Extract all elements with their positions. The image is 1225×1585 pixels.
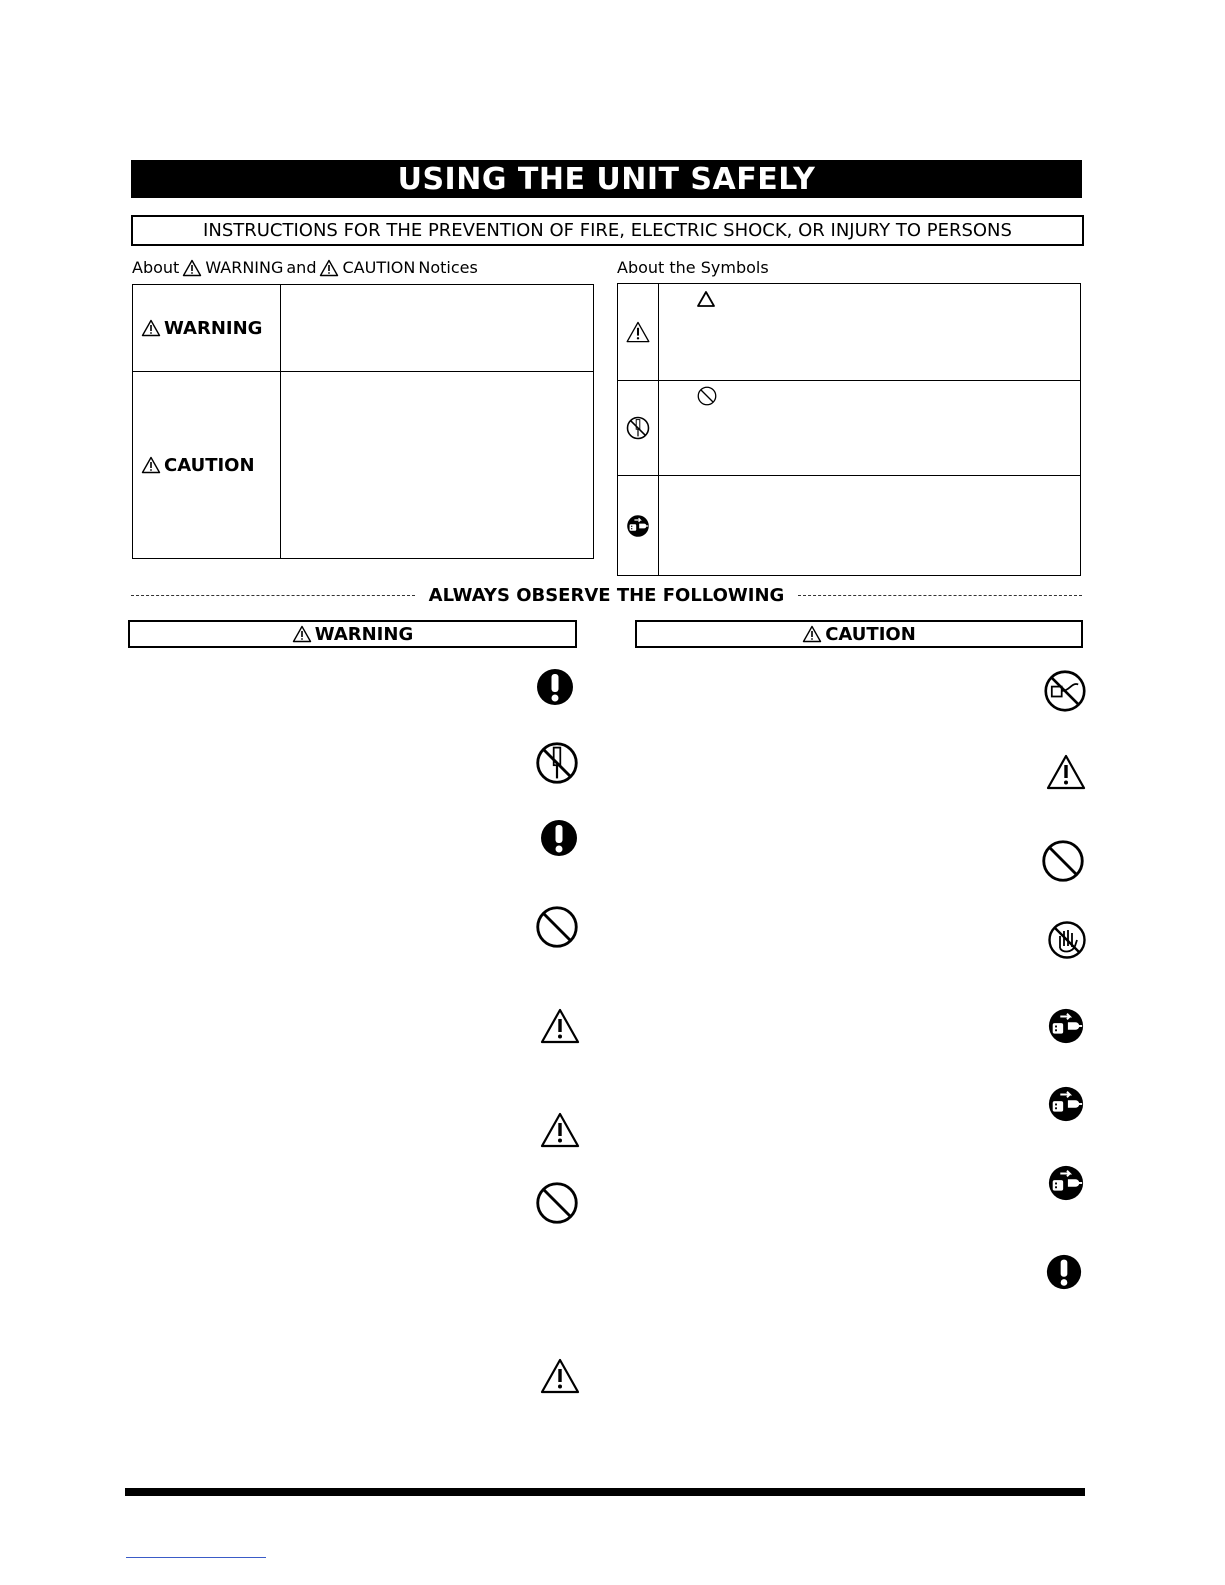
symbols-cell-prohibited: [618, 381, 659, 475]
observe-dash-right: [798, 595, 1082, 596]
prohibited-icon: [535, 905, 579, 949]
notices-label-prefix: About: [132, 258, 180, 277]
no-pull-cord-icon: [1043, 669, 1087, 713]
caution-triangle-icon: [141, 456, 161, 474]
mandatory-icon: [535, 667, 575, 707]
observe-text: ALWAYS OBSERVE THE FOLLOWING: [428, 584, 785, 606]
prohibited-icon: [1041, 839, 1085, 883]
symbols-cell-caution: [618, 284, 659, 380]
notices-row-warning: [133, 285, 593, 372]
unplug-icon: [1047, 1085, 1085, 1123]
caution-column-header: [635, 620, 1083, 648]
symbols-section-label: [617, 258, 769, 277]
notices-cell-warning: [133, 285, 281, 371]
no-disassemble-icon: [626, 416, 650, 440]
symbols-table: [617, 283, 1081, 576]
notices-label-warning: WARNING: [205, 258, 284, 277]
observe-dash-left: [131, 595, 415, 596]
symbols-cell-mandatory: [618, 476, 659, 575]
unplug-icon: [1047, 1007, 1085, 1045]
prohibited-icon: [535, 1181, 579, 1225]
symbols-row-prohibited: [618, 381, 1080, 476]
caution-triangle-icon: [319, 259, 339, 277]
symbols-label-text: About the Symbols: [617, 258, 769, 277]
warning-column-header: [128, 620, 577, 648]
symbols-row-mandatory: [618, 476, 1080, 575]
caution-triangle-icon: [802, 625, 822, 643]
caution-triangle-icon: [540, 1008, 580, 1044]
page-title-text: USING THE UNIT SAFELY: [397, 161, 816, 197]
warning-triangle-icon: [141, 319, 161, 337]
caution-triangle-icon: [540, 1358, 580, 1394]
warning-triangle-icon: [292, 625, 312, 643]
notices-label-suffix: Notices: [418, 258, 478, 277]
notices-section-label: [132, 258, 478, 277]
instructions-subtitle: [131, 215, 1084, 246]
outline-triangle-icon: [696, 290, 716, 308]
notices-label-caution: CAUTION: [342, 258, 416, 277]
notices-table: [132, 284, 594, 559]
page-title: [131, 160, 1082, 198]
instructions-subtitle-text: INSTRUCTIONS FOR THE PREVENTION OF FIRE, ELECTRIC SHOCK, OR INJURY TO PERSONS: [203, 220, 1012, 241]
observe-divider: [131, 583, 1082, 607]
mandatory-icon: [1045, 1253, 1083, 1291]
no-disassemble-icon: [535, 741, 579, 785]
footer-rule: [125, 1488, 1085, 1496]
mandatory-icon: [539, 818, 579, 858]
notices-row-caution: [133, 372, 593, 558]
symbols-row-caution: [618, 284, 1080, 381]
unplug-icon: [626, 514, 650, 538]
notices-caution-label: CAUTION: [164, 454, 255, 476]
warning-column-header-text: WARNING: [314, 623, 414, 645]
notices-cell-caution: [133, 372, 281, 558]
footer-link-underline[interactable]: [126, 1557, 266, 1558]
caution-triangle-icon: [626, 321, 650, 343]
no-wet-hands-icon: [1047, 920, 1087, 960]
notices-label-and: and: [286, 258, 317, 277]
warning-triangle-icon: [182, 259, 202, 277]
prohibited-outline-icon: [697, 386, 717, 406]
unplug-icon: [1047, 1164, 1085, 1202]
notices-warning-label: WARNING: [164, 317, 263, 339]
caution-triangle-icon: [540, 1112, 580, 1148]
caution-column-header-text: CAUTION: [825, 623, 916, 645]
caution-triangle-icon: [1046, 754, 1086, 790]
